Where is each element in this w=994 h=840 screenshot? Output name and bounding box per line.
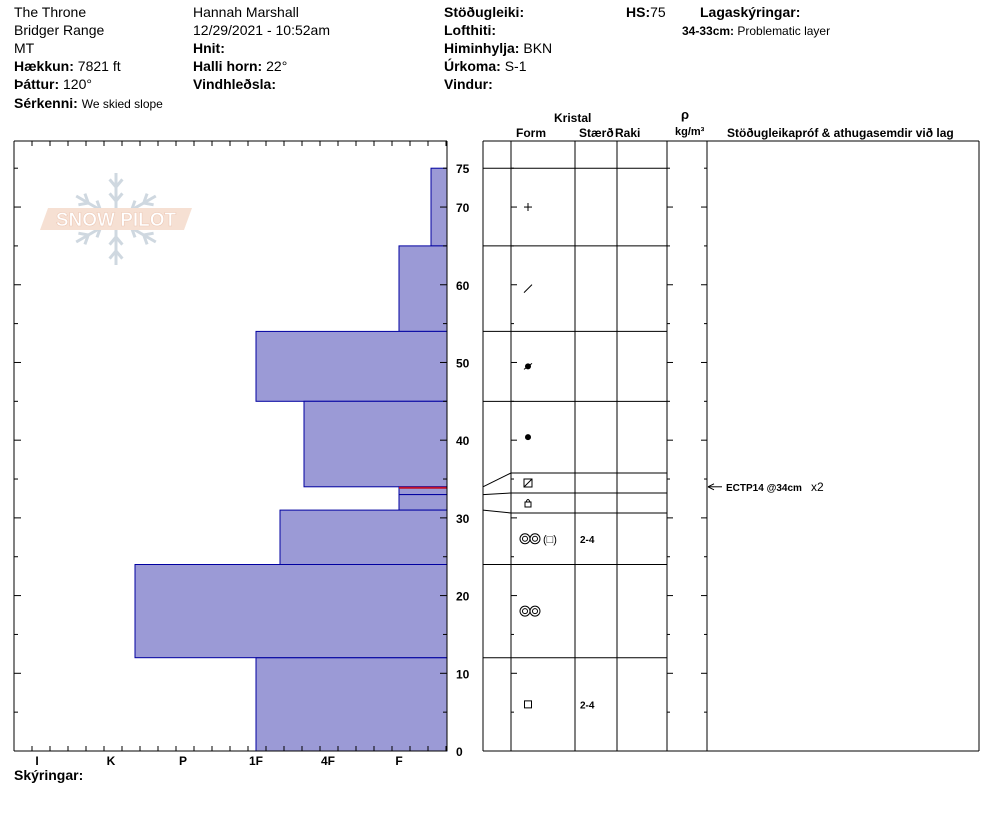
- y-tick-label: 30: [456, 511, 470, 526]
- layer-notes-label: Lagaskýringar:: [700, 4, 801, 20]
- x-tick-label: 4F: [320, 754, 336, 768]
- y-tick-label: 50: [456, 356, 470, 371]
- y-tick-label: 0: [456, 745, 463, 759]
- plus-icon: [524, 203, 532, 211]
- dot-line-icon: [524, 363, 532, 369]
- x-tick-label: I: [35, 754, 39, 768]
- aspect-label: Þáttur:: [14, 76, 60, 92]
- air-temp-label: Lofthiti:: [444, 22, 497, 38]
- y-tick-label: 40: [456, 434, 470, 449]
- x-tick-label: K: [106, 754, 116, 768]
- header-tests: Stöðugleikapróf & athugasemdir við lag: [727, 126, 954, 140]
- elevation-value: 7821 ft: [77, 58, 121, 74]
- layer-note-range: 34-33cm:: [682, 24, 735, 38]
- layer-table: [483, 141, 979, 751]
- snowflake-branch: [78, 233, 88, 235]
- layer-connector: [483, 493, 511, 495]
- header-form: Form: [516, 126, 546, 140]
- rounds-icon-inner: [523, 536, 528, 541]
- slope-value: 22°: [266, 58, 288, 74]
- boxslash-icon: [524, 479, 532, 487]
- rounds-icon-outer: [530, 534, 540, 544]
- state-name: MT: [14, 40, 35, 56]
- range-name: Bridger Range: [14, 22, 105, 38]
- y-tick-label: 70: [456, 201, 470, 216]
- slash-icon: [524, 285, 532, 293]
- precip-label: Úrkoma:: [444, 58, 501, 74]
- hardness-bar: [256, 331, 447, 401]
- snowflake-branch: [144, 203, 154, 205]
- y-tick-label: 60: [456, 278, 470, 293]
- slope-label: Halli horn:: [193, 58, 263, 74]
- y-tick-label: 10: [456, 667, 470, 682]
- dot-icon: [525, 434, 531, 440]
- notes-label: Sérkenni:: [14, 95, 78, 111]
- dot-icon-fill: [525, 434, 531, 440]
- rounds-icon-inner: [523, 609, 528, 614]
- footer-notes-label: Skýringar:: [14, 767, 84, 783]
- layer-connector: [483, 473, 511, 487]
- lock-icon-body: [525, 502, 531, 507]
- header-rho: ρ: [681, 107, 690, 122]
- y-tick-label: 75: [456, 162, 470, 177]
- sky-value: BKN: [523, 40, 553, 56]
- test-count-label: x2: [811, 479, 824, 494]
- coords-label: Hnit:: [193, 40, 225, 56]
- logo-text: SNOW PILOT: [55, 210, 177, 231]
- hardness-bars: [135, 168, 447, 751]
- observation-datetime: 12/29/2021 - 10:52am: [193, 22, 330, 38]
- x-tick-label: F: [395, 754, 403, 768]
- rounds-icon-inner: [533, 536, 538, 541]
- rounds-icon-outer: [520, 606, 530, 616]
- precip-value: S-1: [504, 58, 527, 74]
- header-density-unit: kg/m³: [675, 126, 705, 138]
- notes-value: We skied slope: [81, 97, 163, 111]
- aspect-value: 120°: [63, 76, 92, 92]
- layer-note-text: Problematic layer: [737, 24, 831, 38]
- rounds-box-icon: [520, 534, 557, 546]
- box-icon: [525, 701, 532, 708]
- location-name: The Throne: [14, 4, 87, 20]
- x-tick-label: 1F: [248, 754, 264, 768]
- rounds-icon-paren: (□): [543, 533, 557, 546]
- header-crystal: Kristal: [554, 111, 592, 125]
- hs-value: 75: [650, 4, 666, 20]
- rounds-icon-outer: [530, 606, 540, 616]
- y-tick-label: 20: [456, 589, 470, 604]
- hardness-bar: [399, 246, 447, 332]
- layer-size-label: 2-4: [580, 534, 595, 546]
- snowpilot-logo: [40, 173, 192, 265]
- header-size: Stærð: [579, 126, 614, 140]
- hardness-bar: [399, 495, 447, 511]
- elevation-label: Hækkun:: [14, 58, 74, 74]
- sky-label: Himinhylja:: [444, 40, 520, 56]
- lock-icon: [525, 500, 531, 508]
- hardness-bar: [256, 658, 447, 751]
- hardness-bar: [304, 401, 447, 487]
- layer-size-label: 2-4: [580, 700, 595, 712]
- hardness-bar: [135, 565, 447, 658]
- rounds-icon-outer: [520, 534, 530, 544]
- test-result-label: ECTP14 @34cm: [726, 482, 802, 494]
- hs-label: HS:: [626, 4, 651, 20]
- stability-label: Stöðugleiki:: [444, 4, 525, 20]
- rounds-icon: [520, 606, 540, 616]
- slash-icon-line: [524, 285, 532, 293]
- slash-icon-line: [524, 479, 532, 487]
- x-tick-label: P: [178, 754, 188, 768]
- wind-loading-label: Vindhleðsla:: [193, 76, 276, 92]
- layer-connector: [483, 510, 511, 513]
- observer-name: Hannah Marshall: [193, 4, 299, 20]
- hardness-bar: [280, 510, 447, 564]
- wind-label: Vindur:: [444, 76, 493, 92]
- rounds-icon-inner: [533, 609, 538, 614]
- header-moisture: Raki: [615, 126, 641, 140]
- box-icon-outline: [525, 701, 532, 708]
